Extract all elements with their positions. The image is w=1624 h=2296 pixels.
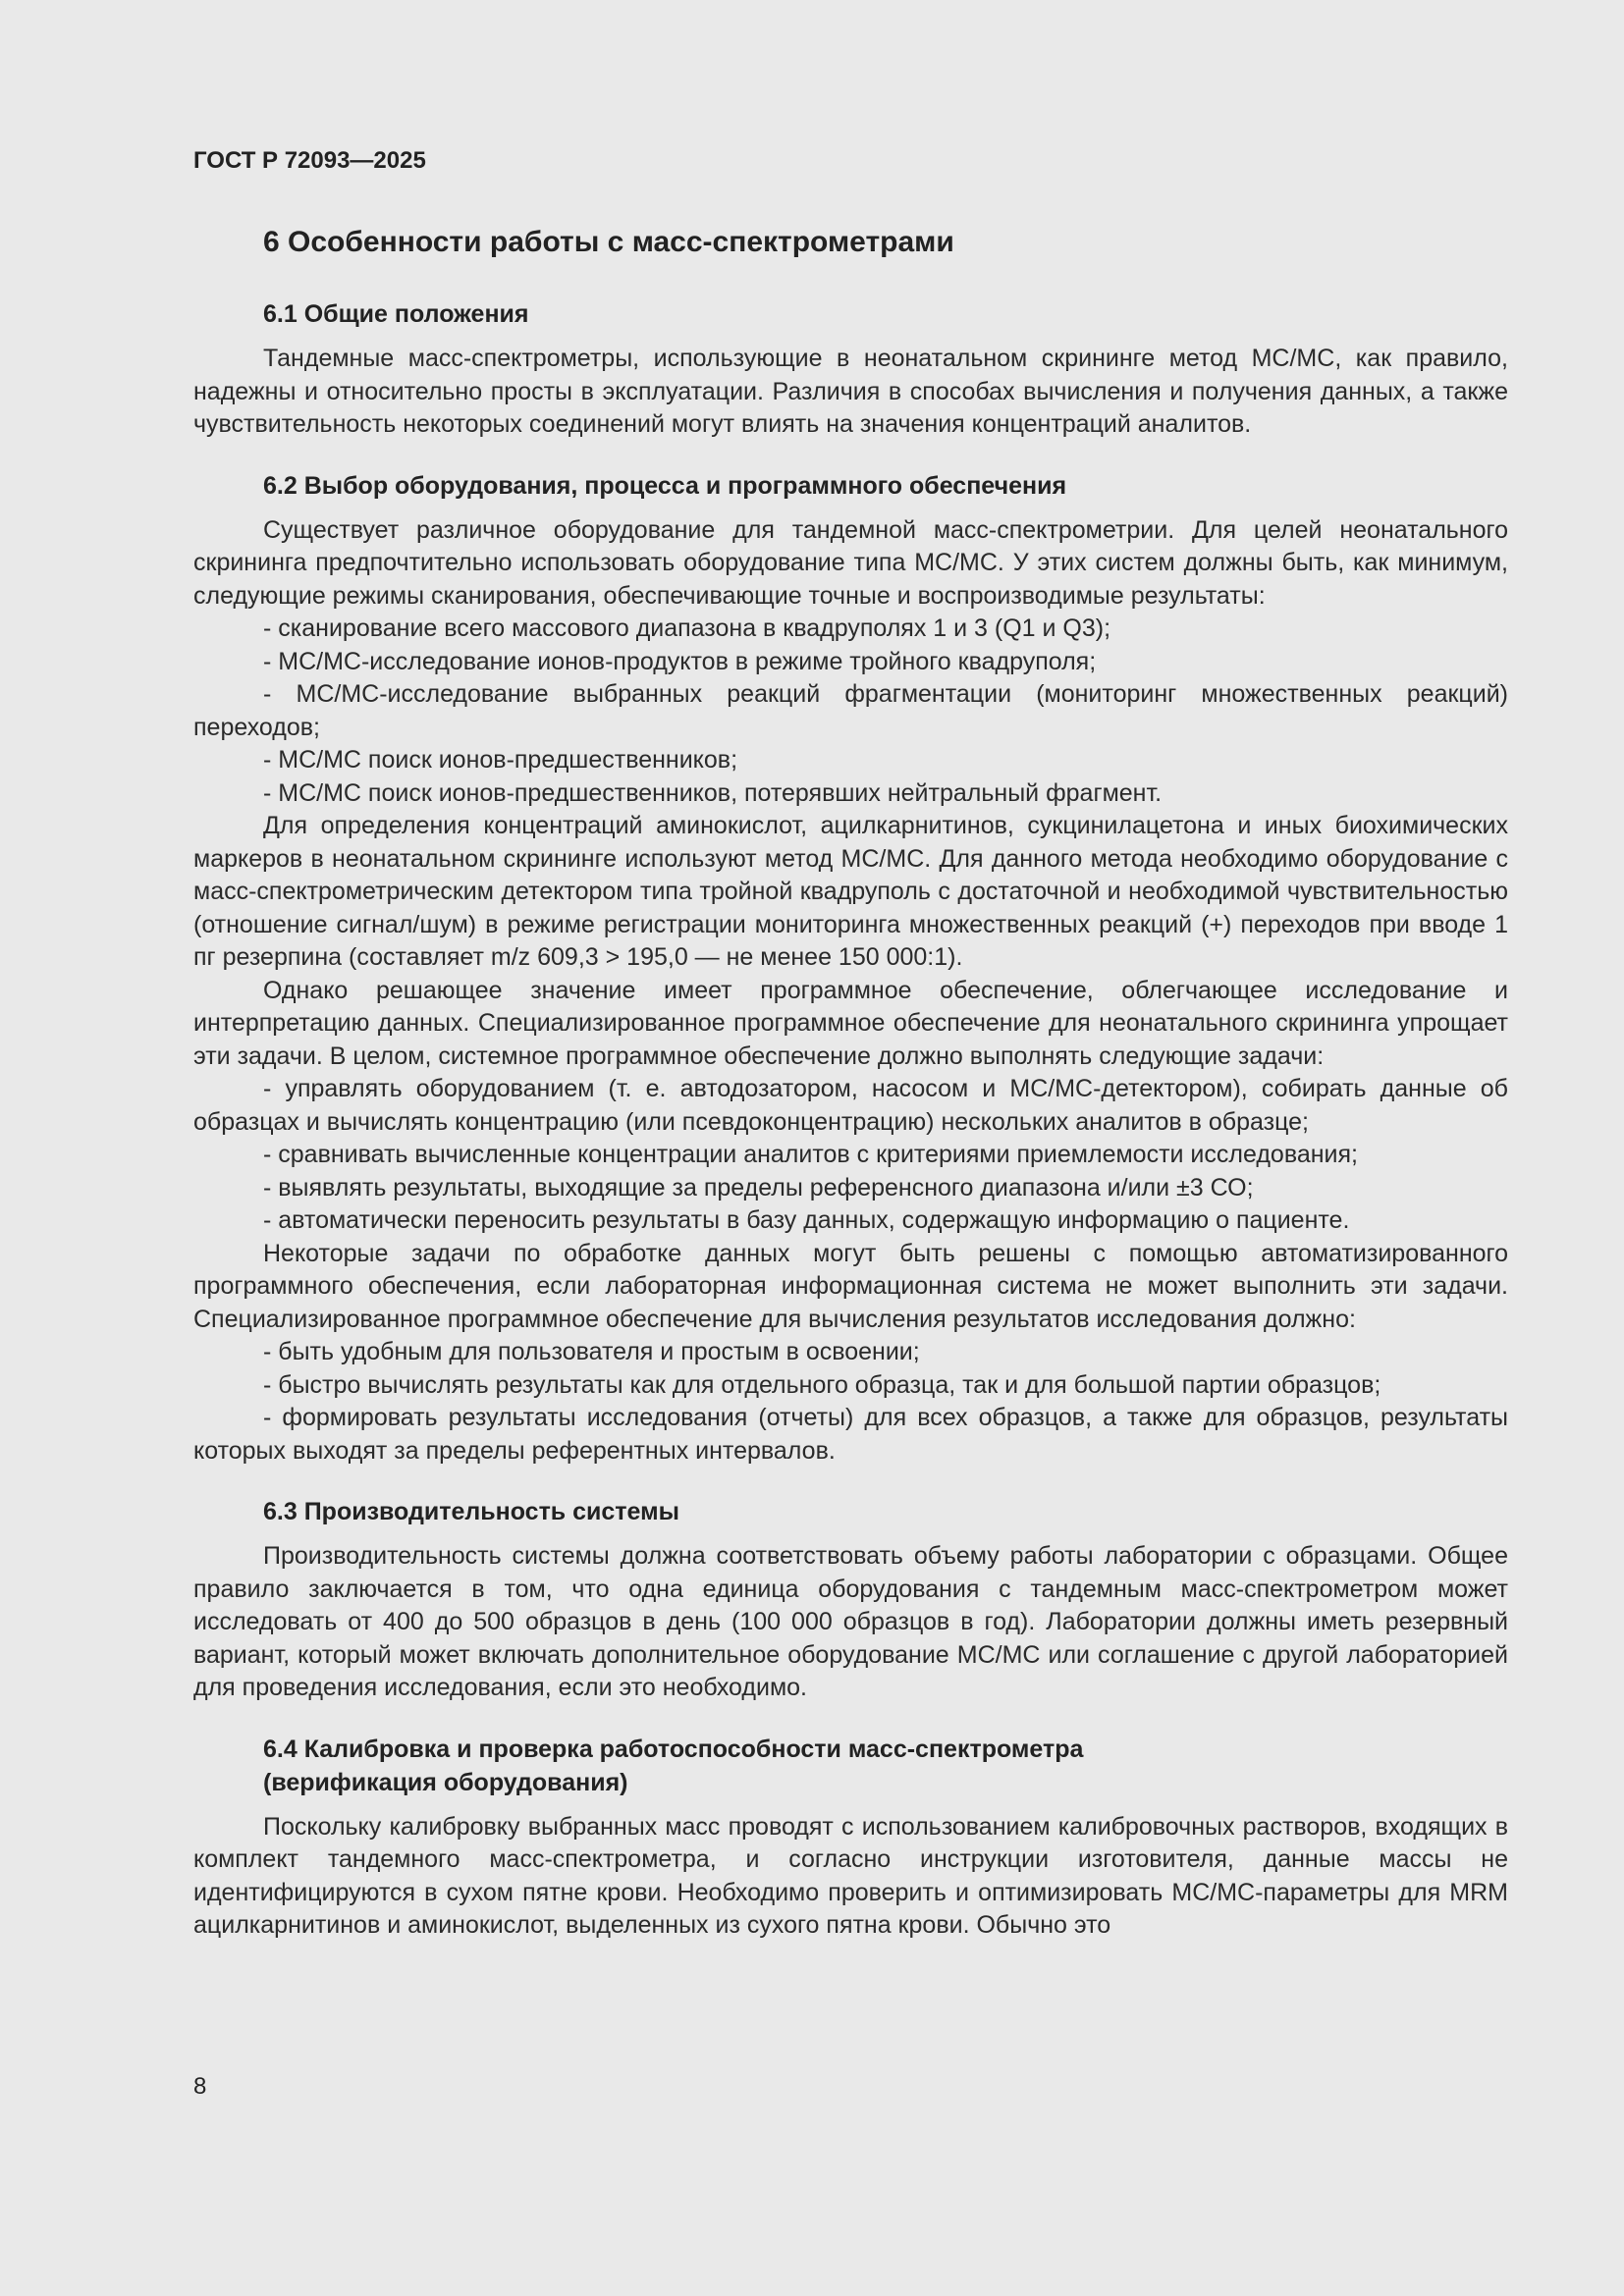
document-body [193, 221, 1508, 1943]
list-item: - быть удобным для пользователя и простым в освоении; [263, 1338, 920, 1365]
paragraph: Тандемные масс-спектрометры, использующие в неонатальном скрининге метод МС/МС, как правило, надежны и относительно просты в эксплуатации. Различия в способах вычисления и получения данных, а также чувствительность некоторых соединений могут влиять на значения концентраций аналитов. [193, 345, 1508, 438]
paragraph: Поскольку калибровку выбранных масс проводят с использованием калибровочных растворов, входящих в комплект тандемного масс-спектрометра, и согласно инструкции изготовителя, данные массы не идентифицируются в сухом пятне крови. Необходимо проверить и оптимизировать МС/МС-параметры для MRM ацилкарнитинов и аминокислот, выделенных из сухого пятна крови. Обычно это [193, 1812, 1508, 1939]
section-6-4-title-line2: (верификация оборудования) [263, 1768, 628, 1796]
section-6-4-title-line1: 6.4 Калибровка и проверка работоспособности масс-спектрометра [263, 1735, 1084, 1763]
paragraph: Производительность системы должна соответствовать объему работы лаборатории с образцами. Общее правило заключается в том, что одна единица оборудования с тандемным масс-спектрометром может исследовать от 400 до 500 образцов в день (100 000 образцов в год). Лаборатории должны иметь резервный вариант, который может включать дополнительное оборудование МС/МС или соглашение с другой лабораторией для проведения исследования, если это необходимо. [193, 1542, 1508, 1701]
page-number: 8 [193, 2073, 207, 2100]
paragraph: Однако решающее значение имеет программное обеспечение, облегчающее исследование и интерпретацию данных. Специализированное программное обеспечение для неонатального скрининга упрощает эти задачи. В целом, системное программное обеспечение должно выполнять следующие задачи: [193, 976, 1508, 1070]
list-item: - выявлять результаты, выходящие за пределы референсного диапазона и/или ±3 СО; [263, 1173, 1254, 1201]
list-item: - формировать результаты исследования (отчеты) для всех образцов, а также для образцов, результаты которых выходят за пределы референтных интервалов. [193, 1404, 1508, 1465]
section-6-3-title: 6.3 Производительность системы [263, 1498, 679, 1525]
list-item: - сравнивать вычисленные концентрации аналитов с критериями приемлемости исследования; [263, 1141, 1358, 1168]
section-6-4-title [263, 1733, 1508, 1799]
list-item: - МС/МС поиск ионов-предшественников; [263, 746, 738, 774]
list-item: - МС/МС поиск ионов-предшественников, потерявших нейтральный фрагмент. [263, 778, 1163, 807]
list-item: - МС/МС-исследование ионов-продуктов в режиме тройного квадруполя; [263, 647, 1097, 675]
paragraph: Некоторые задачи по обработке данных могут быть решены с помощью автоматизированного программного обеспечения, если лабораторная информационная система не может выполнить эти задачи. Специализированное программное обеспечение для вычисления результатов исследования должно: [193, 1239, 1508, 1333]
list-item: - МС/МС-исследование выбранных реакций фрагментации (мониторинг множественных реакций) переходов; [193, 680, 1508, 741]
section-6-1-title: 6.1 Общие положения [263, 300, 529, 328]
section-6-2-title: 6.2 Выбор оборудования, процесса и программного обеспечения [263, 471, 1067, 500]
list-item: - управлять оборудованием (т. е. автодозатором, насосом и МС/МС-детектором), собирать данные об образцах и вычислять концентрацию (или псевдоконцентрацию) нескольких аналитов в образце; [193, 1075, 1508, 1136]
document-header: ГОСТ Р 72093—2025 [193, 147, 426, 174]
list-item: - автоматически переносить результаты в базу данных, содержащую информацию о пациенте. [263, 1206, 1350, 1234]
list-item: - сканирование всего массового диапазона в квадруполях 1 и 3 (Q1 и Q3); [263, 614, 1111, 642]
paragraph: Существует различное оборудование для тандемной масс-спектрометрии. Для целей неонатального скрининга предпочтительно использовать оборудование типа МС/МС. У этих систем должны быть, как минимум, следующие режимы сканирования, обеспечивающие точные и воспроизводимые результаты: [193, 515, 1508, 610]
paragraph: Для определения концентраций аминокислот, ацилкарнитинов, сукцинилацетона и иных биохимических маркеров в неонатальном скрининге используют метод МС/МС. Для данного метода необходимо оборудование с масс-спектрометрическим детектором типа тройной квадруполь с достаточной и необходимой чувствительностью (отношение сигнал/шум) в режиме регистрации мониторинга множественных реакций (+) переходов при вводе 1 пг резерпина (составляет m/z 609,3 > 195,0 — не менее 150 000:1). [193, 812, 1508, 971]
list-item: - быстро вычислять результаты как для отдельного образца, так и для большой партии образцов; [263, 1370, 1381, 1399]
section-6-title: 6 Особенности работы с масс-спектрометрами [263, 226, 954, 258]
